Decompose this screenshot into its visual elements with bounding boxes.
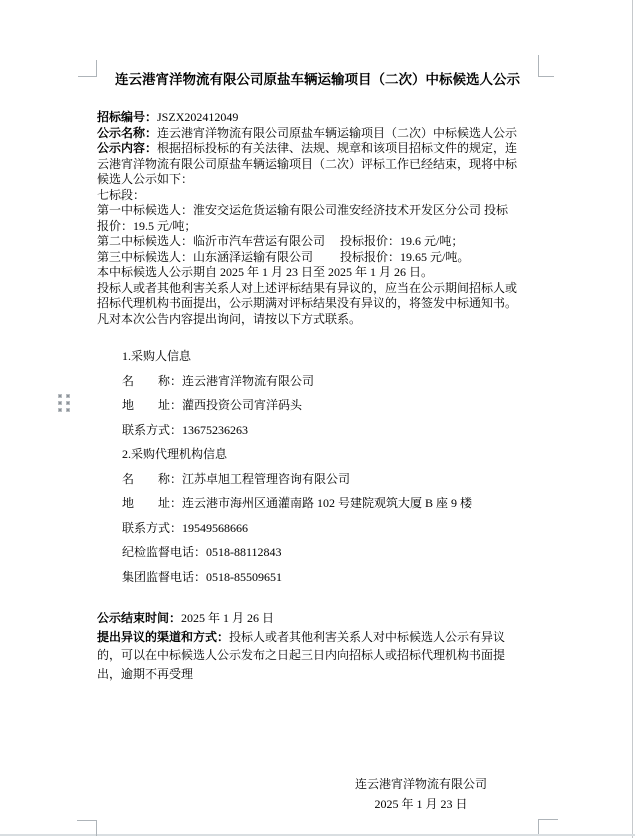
field-label: 提出异议的渠道和方式：	[97, 629, 230, 644]
field-value: 的，可以在中标候选人公示发布之日起三日内向招标人或招标代理机构书面提	[97, 648, 506, 662]
field-label: 公示名称：	[97, 125, 158, 140]
crop-mark-bottom-left	[77, 820, 97, 836]
contact-line: 联系方式：19549568666	[122, 520, 249, 535]
signature-date: 2025 年 1 月 23 日	[374, 797, 468, 811]
body-line	[97, 141, 557, 157]
body-line	[97, 296, 557, 312]
field-label: 公示结束时间：	[97, 611, 182, 625]
body-line	[97, 172, 557, 188]
closing-line	[97, 628, 557, 647]
contact-line: 名 称：江苏卓旭工程管理咨询有限公司	[122, 471, 351, 486]
field-value: 出，逾期不再受理	[97, 666, 194, 681]
body-line	[97, 250, 557, 266]
closing-line	[97, 646, 557, 665]
body-line	[97, 110, 557, 126]
field-value: 七标段：	[97, 187, 146, 202]
field-value: 第一中标候选人：淮安交运危货运输有限公司淮安经济技术开发区分公司 投标	[97, 203, 509, 217]
contact-line: 纪检监督电话：0518-88112843	[122, 545, 282, 559]
field-value: 第二中标候选人：临沂市汽车营运有限公司 投标报价：19.6 元/吨；	[97, 234, 464, 248]
field-value: 投标人或者其他利害关系人对中标候选人公示有异议	[229, 629, 506, 644]
field-value: 连云港宵洋物流有限公司原盐车辆运输项目（二次）中标候选人公示	[157, 125, 518, 140]
signature-company: 连云港宵洋物流有限公司	[354, 777, 487, 791]
field-value: 第三中标候选人：山东涵泽运输有限公司 投标报价：19.65 元/吨。	[97, 249, 470, 264]
contact-line: 2.采购代理机构信息	[122, 447, 228, 461]
crop-mark-top-right	[538, 55, 554, 77]
signature	[311, 774, 531, 814]
drag-handle[interactable]	[58, 394, 70, 412]
field-value: 报价：19.5 元/吨；	[97, 218, 197, 233]
body-line	[97, 281, 557, 297]
drag-handle-dot	[58, 408, 62, 412]
field-value: 2025 年 1 月 26 日	[181, 611, 275, 625]
body-line	[97, 157, 557, 173]
contact-line: 地 址：灌西投资公司宵洋码头	[122, 398, 303, 412]
crop-mark-bottom-right	[538, 819, 558, 834]
body-text	[97, 110, 557, 327]
drag-handle-dot	[66, 394, 70, 398]
body-line	[97, 188, 557, 204]
contact-line: 名 称：连云港宵洋物流有限公司	[122, 373, 315, 388]
field-value: 凡对本次公告内容提出询问，请按以下方式联系。	[97, 311, 362, 326]
closing-text	[97, 609, 557, 683]
body-line	[97, 265, 557, 281]
contact-info	[122, 349, 562, 594]
field-value: 根据招标投标的有关法律、法规、规章和该项目招标文件的规定，连	[157, 141, 518, 155]
drag-handle-dot	[58, 394, 62, 398]
body-line	[97, 126, 557, 142]
body-line	[97, 312, 557, 328]
field-value: 本中标候选人公示期自 2025 年 1 月 23 日至 2025 年 1 月 26 日。	[97, 265, 434, 279]
contact-line: 集团监督电话：0518-85509651	[122, 569, 282, 584]
field-value: 投标人或者其他利害关系人对上述评标结果有异议的，应当在公示期间招标人或	[97, 280, 518, 295]
field-value: JSZX202412049	[157, 110, 239, 124]
field-value: 候选人公示如下：	[97, 172, 194, 186]
field-label: 公示内容：	[97, 141, 158, 155]
closing-line	[97, 665, 557, 684]
body-line	[97, 219, 557, 235]
contact-line: 地 址：连云港市海州区通灌南路 102 号建院观筑大厦 B 座 9 楼	[122, 496, 473, 510]
body-line	[97, 203, 557, 219]
field-value: 招标代理机构书面提出，公示期满对评标结果没有异议的，将签发中标通知书。	[97, 296, 518, 310]
page-edge-right	[632, 0, 633, 838]
closing-line	[97, 609, 557, 628]
drag-handle-dot	[66, 408, 70, 412]
drag-handle-dot	[66, 401, 70, 405]
drag-handle-dot	[58, 401, 62, 405]
field-value: 云港宵洋物流有限公司原盐车辆运输项目（二次）评标工作已经结束，现将中标	[97, 156, 518, 171]
crop-mark-top-left	[78, 60, 97, 77]
field-label: 招标编号：	[97, 110, 158, 124]
contact-line: 联系方式：13675236263	[122, 422, 249, 437]
body-line	[97, 234, 557, 250]
document-title: 连云港宵洋物流有限公司原盐车辆运输项目（二次）中标候选人公示	[115, 72, 520, 87]
contact-line: 1.采购人信息	[122, 349, 192, 363]
